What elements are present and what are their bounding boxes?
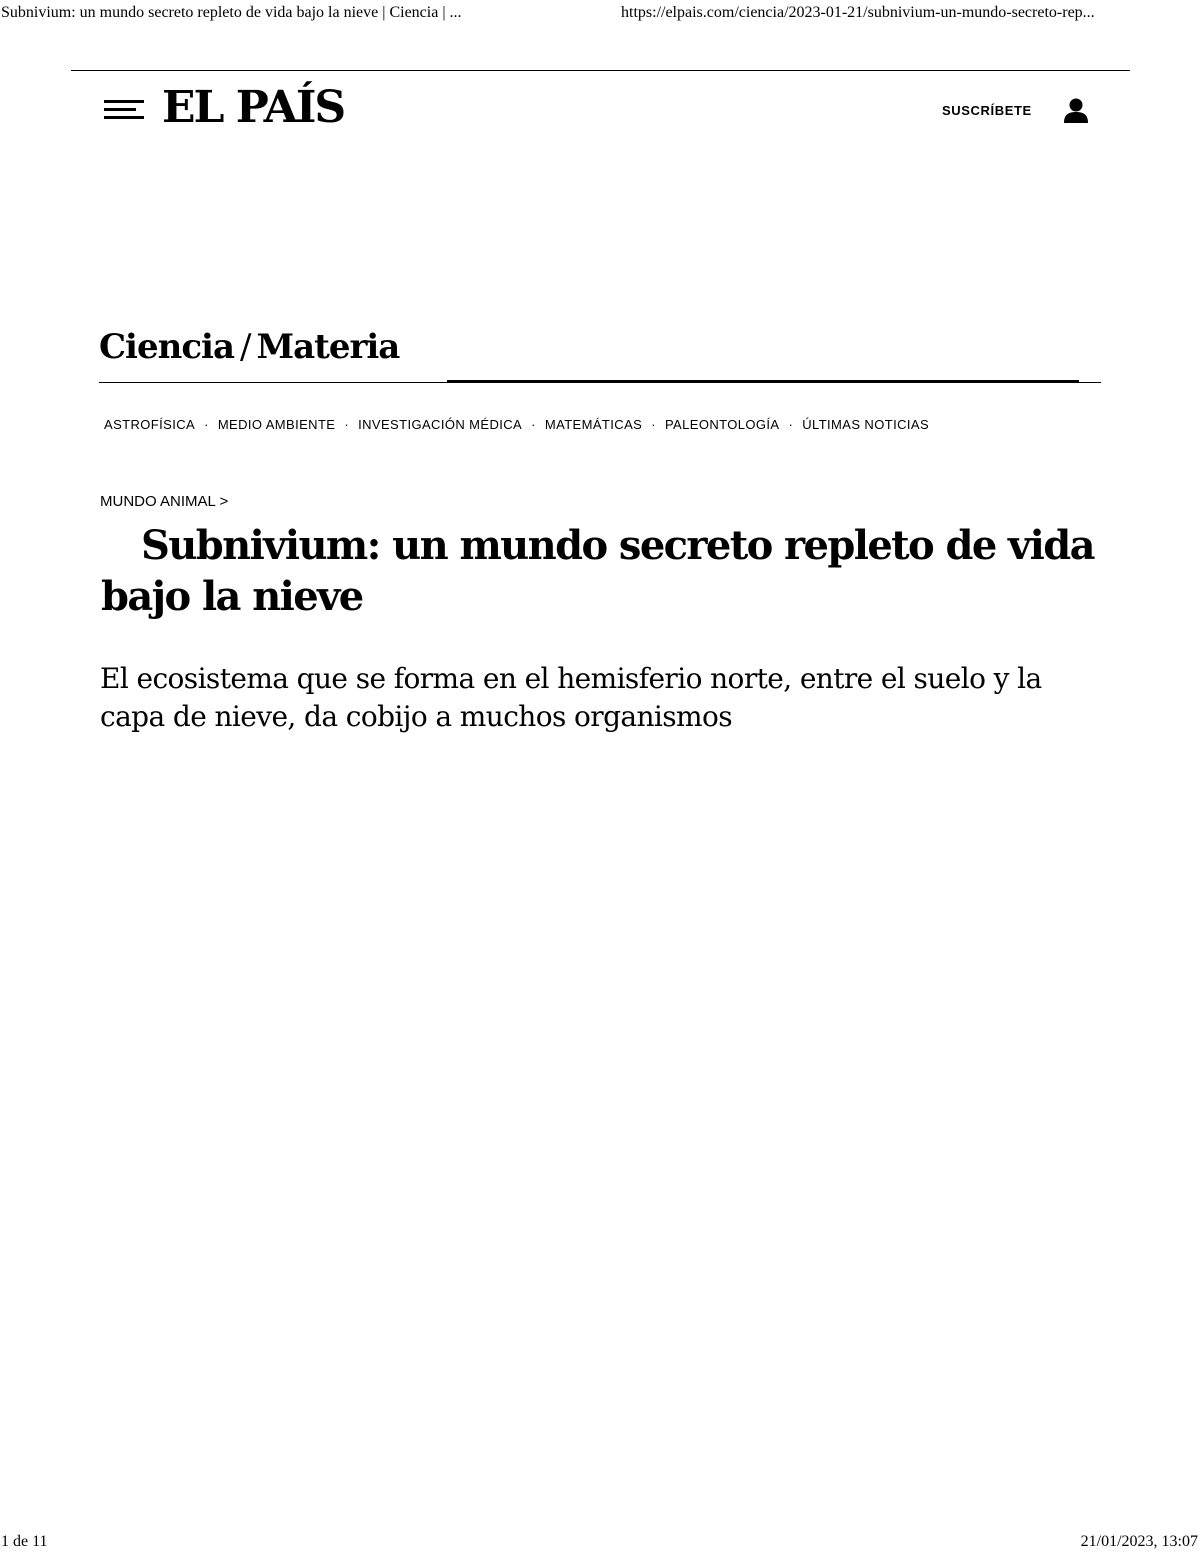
subnav-separator: · (531, 417, 536, 432)
subnav-item-medio-ambiente[interactable]: MEDIO AMBIENTE (217, 417, 336, 432)
print-datetime: 21/01/2023, 13:07 (1080, 1533, 1198, 1550)
subnav-separator: · (651, 417, 656, 432)
section-separator: / (239, 327, 251, 367)
subnav-item-matematicas[interactable]: MATEMÁTICAS (544, 417, 643, 432)
section-name[interactable]: Ciencia (99, 327, 234, 367)
print-document-title: Subnivium: un mundo secreto repleto de vida bajo la nieve | Ciencia | ... (1, 4, 462, 21)
print-page-number: 1 de 11 (1, 1533, 48, 1550)
subnav-separator: · (788, 417, 794, 432)
user-icon[interactable] (1062, 96, 1090, 124)
subscribe-button[interactable]: SUSCRÍBETE (942, 103, 1032, 118)
article-headline: Subnivium: un mundo secreto repleto de vida bajo la nieve (101, 522, 1094, 620)
section-divider-accent (447, 380, 1079, 382)
section-subnav (104, 416, 929, 434)
header-divider (71, 70, 1130, 71)
subnav-item-ultimas-noticias[interactable]: ÚLTIMAS NOTICIAS (802, 417, 930, 432)
hamburger-menu-icon[interactable] (104, 98, 144, 122)
subsection-name[interactable]: Materia (256, 327, 400, 367)
article-subtitle: El ecosistema que se forma en el hemisferio norte, entre el suelo y la capa de nieve, da cobijo a muchos organismos (100, 662, 1042, 733)
article-kicker[interactable]: MUNDO ANIMAL > (100, 493, 229, 510)
subnav-separator: · (204, 417, 209, 432)
subnav-item-paleontologia[interactable]: PALEONTOLOGÍA (664, 417, 780, 432)
subnav-separator: · (344, 417, 350, 432)
subnav-item-astrofisica[interactable]: ASTROFÍSICA (104, 417, 196, 432)
site-logo[interactable]: EL PAÍS (162, 82, 345, 133)
print-page-url: https://elpais.com/ciencia/2023-01-21/subnivium-un-mundo-secreto-rep... (621, 4, 1095, 21)
section-title[interactable] (99, 322, 399, 372)
subnav-item-investigacion-medica[interactable]: INVESTIGACIÓN MÉDICA (358, 417, 523, 432)
section-divider (99, 382, 1101, 383)
